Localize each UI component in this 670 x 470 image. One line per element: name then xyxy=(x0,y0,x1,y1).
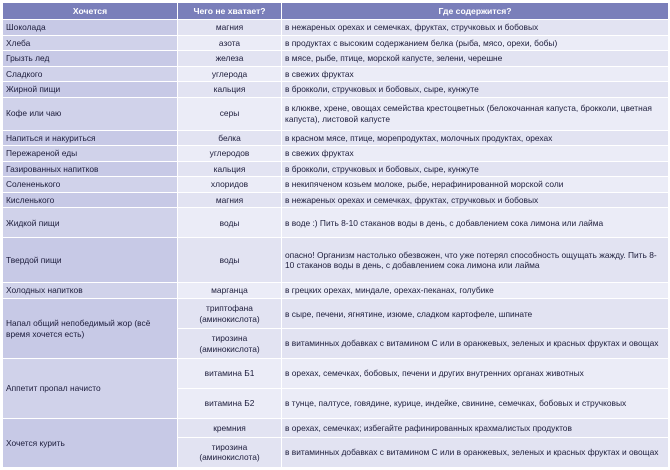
craving-cell: Напиться и накуриться xyxy=(3,130,178,146)
source-cell: в продуктах с высоким содержанием белка (рыба, мясо, орехи, бобы) xyxy=(282,35,669,51)
table-row xyxy=(3,66,669,82)
craving-cell: Кисленького xyxy=(3,192,178,208)
table-row xyxy=(3,20,669,36)
source-cell: в свежих фруктах xyxy=(282,66,669,82)
table-row xyxy=(3,161,669,177)
source-cell: в орехах, семечках; избегайте рафинированных крахмалистых продуктов xyxy=(282,419,669,438)
craving-cell: Хочется курить xyxy=(3,419,178,468)
source-cell: в сыре, печени, ягнятине, изюме, сладком картофеле, шпинате xyxy=(282,299,669,329)
table-header-row xyxy=(3,3,669,20)
deficiency-cell: марганца xyxy=(178,282,282,299)
source-cell: в брокколи, стручковых и бобовых, сыре, кунжуте xyxy=(282,82,669,98)
craving-cell: Твердой пищи xyxy=(3,238,178,282)
source-cell: в некипяченом козьем молоке, рыбе, нерафинированной морской соли xyxy=(282,177,669,193)
table-row xyxy=(3,177,669,193)
deficiency-cell: триптофана (аминокислота) xyxy=(178,299,282,329)
source-cell: в нежареных орехах и семечках, фруктах, стручковых и бобовых xyxy=(282,20,669,36)
deficiency-cell: углеродов xyxy=(178,146,282,162)
table-row xyxy=(3,299,669,329)
source-cell: в клюкве, хрене, овощах семейства крестоцветных (белокочанная капуста, брокколи, цветная капуста), листовой капусте xyxy=(282,97,669,130)
craving-cell: Сладкого xyxy=(3,66,178,82)
table-row xyxy=(3,282,669,299)
deficiency-cell: воды xyxy=(178,238,282,282)
deficiency-cell: хлоридов xyxy=(178,177,282,193)
table-row xyxy=(3,97,669,130)
deficiency-cell: азота xyxy=(178,35,282,51)
table-row xyxy=(3,146,669,162)
craving-cell: Хлеба xyxy=(3,35,178,51)
source-cell: в витаминных добавках с витамином С или в оранжевых, зеленых и красных фруктах и овощах xyxy=(282,437,669,467)
craving-cell: Жидкой пищи xyxy=(3,208,178,238)
table-row xyxy=(3,35,669,51)
craving-cell: Кофе или чаю xyxy=(3,97,178,130)
table-row xyxy=(3,208,669,238)
source-cell: в грецких орехах, миндале, орехах-пеканах, голубике xyxy=(282,282,669,299)
column-header-lack: Чего не хватает? xyxy=(178,3,282,20)
deficiency-cell: железа xyxy=(178,51,282,67)
table-row xyxy=(3,419,669,438)
deficiency-cell: белка xyxy=(178,130,282,146)
deficiency-cell: кальция xyxy=(178,82,282,98)
deficiency-cell: серы xyxy=(178,97,282,130)
column-header-where: Где содержится? xyxy=(282,3,669,20)
nutrient-craving-table xyxy=(2,2,669,468)
column-header-want: Хочется xyxy=(3,3,178,20)
table-row xyxy=(3,51,669,67)
craving-cell: Грызть лед xyxy=(3,51,178,67)
craving-cell: Шоколада xyxy=(3,20,178,36)
source-cell: в мясе, рыбе, птице, морской капусте, зелени, черешне xyxy=(282,51,669,67)
deficiency-cell: магния xyxy=(178,192,282,208)
craving-cell: Жирной пищи xyxy=(3,82,178,98)
table-row xyxy=(3,82,669,98)
source-cell: в брокколи, стручковых и бобовых, сыре, кунжуте xyxy=(282,161,669,177)
deficiency-cell: тирозина (аминокислота) xyxy=(178,437,282,467)
deficiency-cell: кремния xyxy=(178,419,282,438)
deficiency-cell: витамина Б2 xyxy=(178,389,282,419)
deficiency-cell: витамина Б1 xyxy=(178,359,282,389)
table-row xyxy=(3,359,669,389)
table-row xyxy=(3,238,669,282)
source-cell: в воде :) Пить 8-10 стаканов воды в день, с добавлением сока лимона или лайма xyxy=(282,208,669,238)
craving-cell: Холодных напитков xyxy=(3,282,178,299)
source-cell: в нежареных орехах и семечках, фруктах, стручковых и бобовых xyxy=(282,192,669,208)
deficiency-cell: воды xyxy=(178,208,282,238)
deficiency-cell: тирозина (аминокислота) xyxy=(178,329,282,359)
source-cell: в витаминных добавках с витамином С или в оранжевых, зеленых и красных фруктах и овощах xyxy=(282,329,669,359)
source-cell: в тунце, палтусе, говядине, курице, индейке, свинине, семечках, бобовых и стручковых xyxy=(282,389,669,419)
table-row xyxy=(3,192,669,208)
source-cell: в орехах, семечках, бобовых, печени и других внутренних органах животных xyxy=(282,359,669,389)
craving-cell: Газированных напитков xyxy=(3,161,178,177)
craving-cell: Пережареной еды xyxy=(3,146,178,162)
deficiency-cell: магния xyxy=(178,20,282,36)
deficiency-cell: кальция xyxy=(178,161,282,177)
source-cell: в свежих фруктах xyxy=(282,146,669,162)
source-cell: опасно! Организм настолько обезвожен, что уже потерял способность ощущать жажду. Пить 8-10 стаканов воды в день, с добавлением сока лимона или лайма xyxy=(282,238,669,282)
deficiency-cell: углерода xyxy=(178,66,282,82)
table-row xyxy=(3,130,669,146)
craving-cell: Аппетит пропал начисто xyxy=(3,359,178,419)
source-cell: в красном мясе, птице, морепродуктах, молочных продуктах, орехах xyxy=(282,130,669,146)
craving-cell: Солененького xyxy=(3,177,178,193)
craving-cell: Напал общий непобедимый жор (всё время хочется есть) xyxy=(3,299,178,359)
